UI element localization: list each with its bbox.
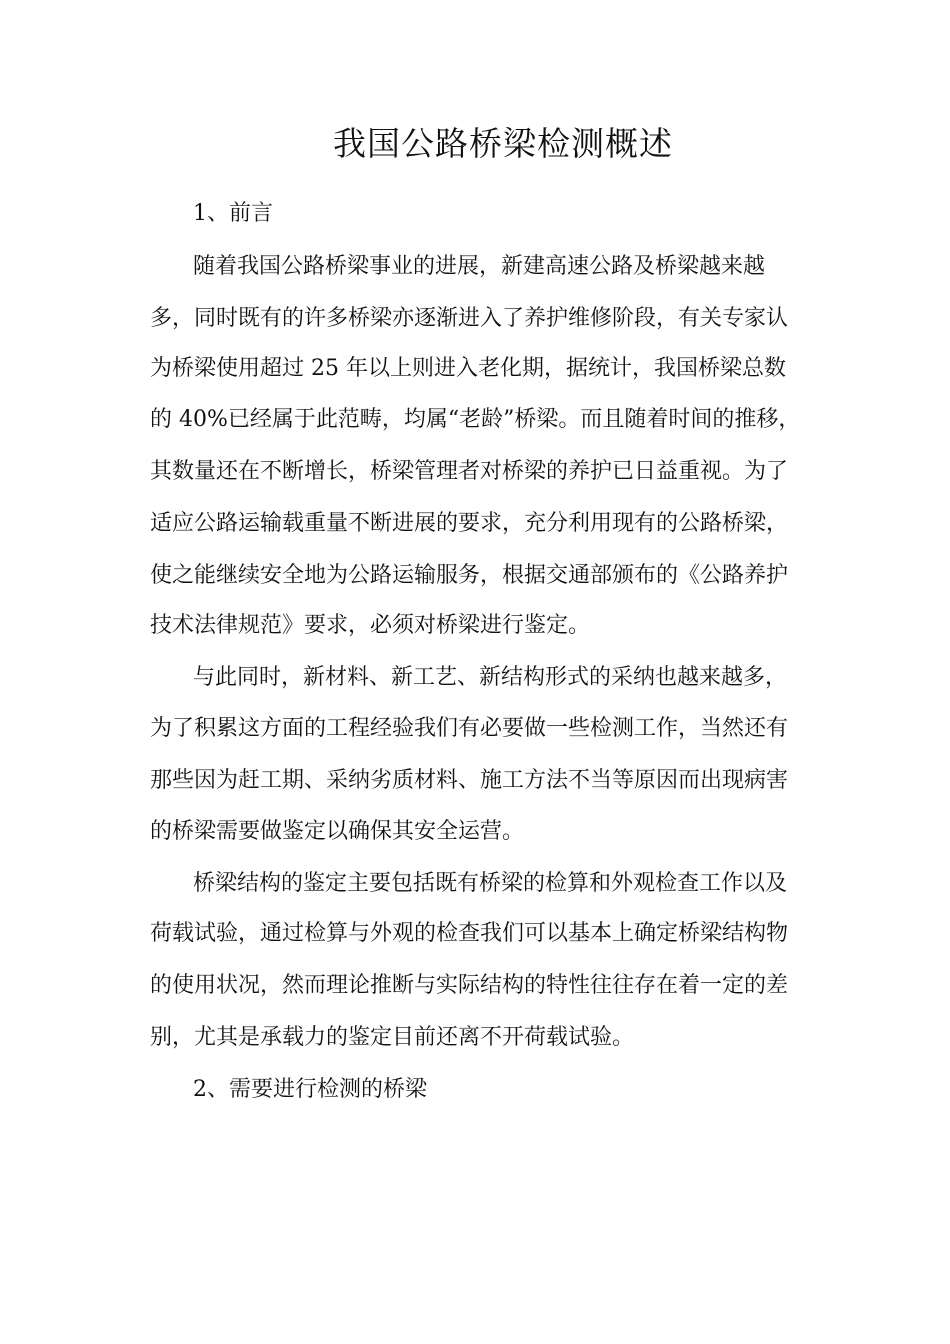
- paragraph-line: 的使用状况，然而理论推断与实际结构的特性往往存在着一定的差: [150, 973, 789, 998]
- section-heading-bridges: 2、需要进行检测的桥梁: [193, 1077, 427, 1102]
- paragraph-line: 其数量还在不断增长，桥梁管理者对桥梁的养护已日益重视。为了: [150, 459, 789, 484]
- paragraph-line: 为桥梁使用超过 25 年以上则进入老化期，据统计，我国桥梁总数: [150, 356, 786, 381]
- section-heading-preface: 1、前言: [193, 201, 273, 226]
- paragraph-line: 技术法律规范》要求，必须对桥梁进行鉴定。: [150, 613, 591, 638]
- paragraph-line: 使之能继续安全地为公路运输服务，根据交通部颁布的《公路养护: [150, 563, 789, 588]
- paragraph-line: 桥梁结构的鉴定主要包括既有桥梁的检算和外观检查工作以及: [193, 871, 788, 896]
- paragraph-line: 别，尤其是承载力的鉴定目前还离不开荷载试验。: [150, 1025, 635, 1050]
- paragraph-line: 随着我国公路桥梁事业的进展，新建高速公路及桥梁越来越: [193, 254, 766, 279]
- paragraph-line: 荷载试验，通过检算与外观的检查我们可以基本上确定桥梁结构物: [150, 921, 789, 946]
- paragraph-line: 的桥梁需要做鉴定以确保其安全运营。: [150, 819, 525, 844]
- paragraph-line: 多，同时既有的许多桥梁亦逐渐进入了养护维修阶段，有关专家认: [150, 306, 789, 331]
- paragraph-line: 适应公路运输载重量不断进展的要求，充分利用现有的公路桥梁，: [150, 511, 789, 536]
- paragraph-line: 为了积累这方面的工程经验我们有必要做一些检测工作，当然还有: [150, 716, 789, 741]
- paragraph-line: 那些因为赶工期、采纳劣质材料、施工方法不当等原因而出现病害: [150, 768, 789, 793]
- paragraph-line: 的 40%已经属于此范畴，均属“老龄”桥梁。而且随着时间的推移，: [150, 407, 801, 432]
- paragraph-line: 与此同时，新材料、新工艺、新结构形式的采纳也越来越多，: [193, 665, 788, 690]
- document-title: 我国公路桥梁检测概述: [333, 124, 673, 163]
